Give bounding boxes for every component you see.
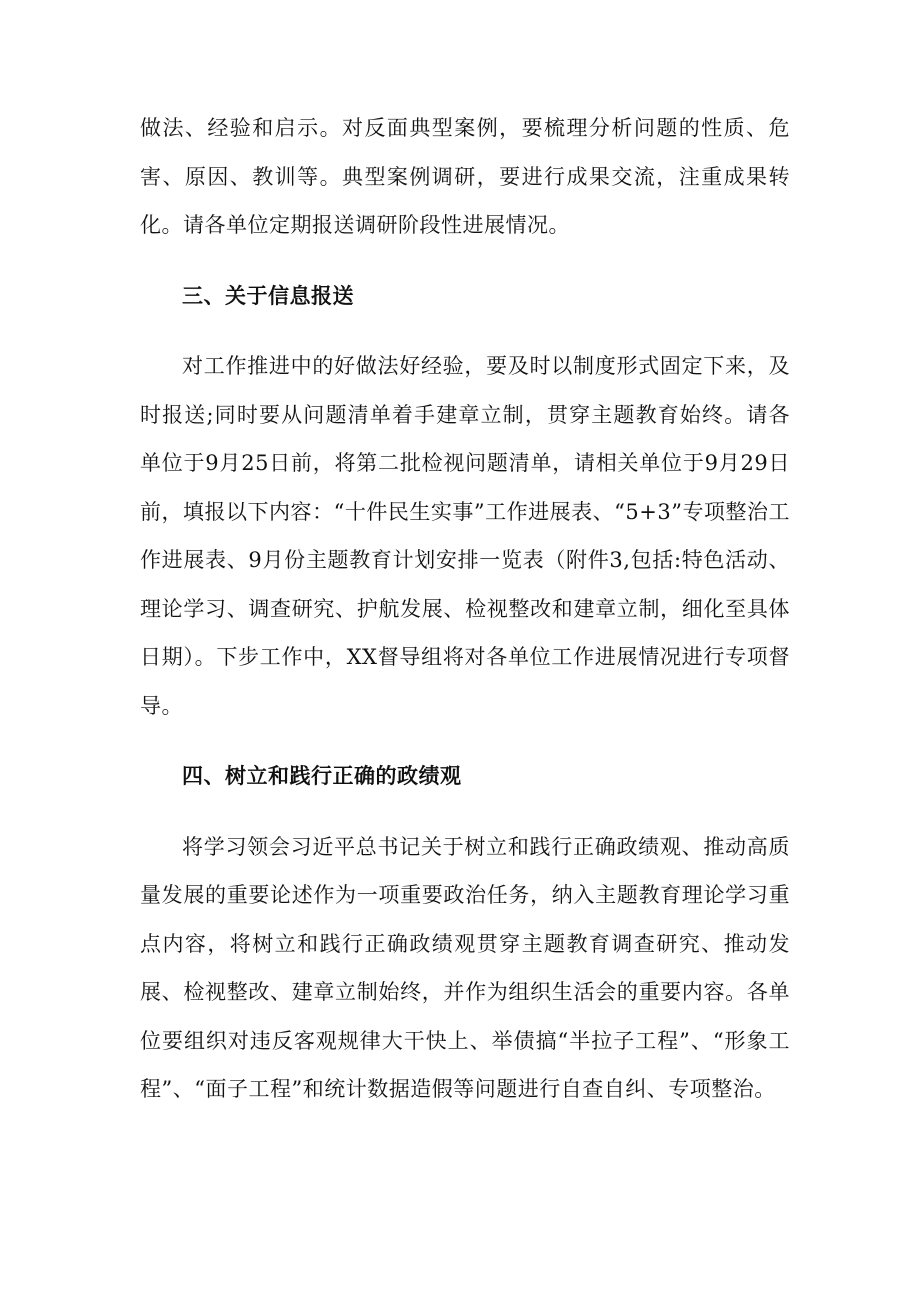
section-paragraph-information-reporting: 对工作推进中的好做法好经验，要及时以制度形式固定下来，及时报送;同时要从问题清单着手建章立制，贯穿主题教育始终。请各单位于9月25日前，将第二批检视问题清单，请相关单位于9月29日前，填报以下内容：“十件民生实事”工作进展表、“5+3”专项整治工作进展表、9月份主题教育计划安排一览表（附件3,包括:特色活动、理论学习、调查研究、护航发展、检视整改和建章立制，细化至具体日期）。下步工作中，XX督导组将对各单位工作进展情况进行专项督导。 bbox=[140, 354, 790, 718]
document-body bbox=[140, 104, 790, 1114]
section-paragraph-performance-view: 将学习领会习近平总书记关于树立和践行正确政绩观、推动高质量发展的重要论述作为一项重要政治任务，纳入主题教育理论学习重点内容，将树立和践行正确政绩观贯穿主题教育调查研究、推动发展、检视整改、建章立制始终，并作为组织生活会的重要内容。各单位要组织对违反客观规律大干快上、举债搞“半拉子工程”、“形象工程”、“面子工程”和统计数据造假等问题进行自查自纠、专项整治。 bbox=[140, 834, 790, 1101]
section-heading-information-reporting: 三、关于信息报送 bbox=[182, 282, 354, 308]
section-heading-performance-view: 四、树立和践行正确的政绩观 bbox=[182, 763, 462, 788]
continued-paragraph: 做法、经验和启示。对反面典型案例，要梳理分析问题的性质、危害、原因、教训等。典型案例调研，要进行成果交流，注重成果转化。请各单位定期报送调研阶段性进展情况。 bbox=[140, 116, 790, 237]
